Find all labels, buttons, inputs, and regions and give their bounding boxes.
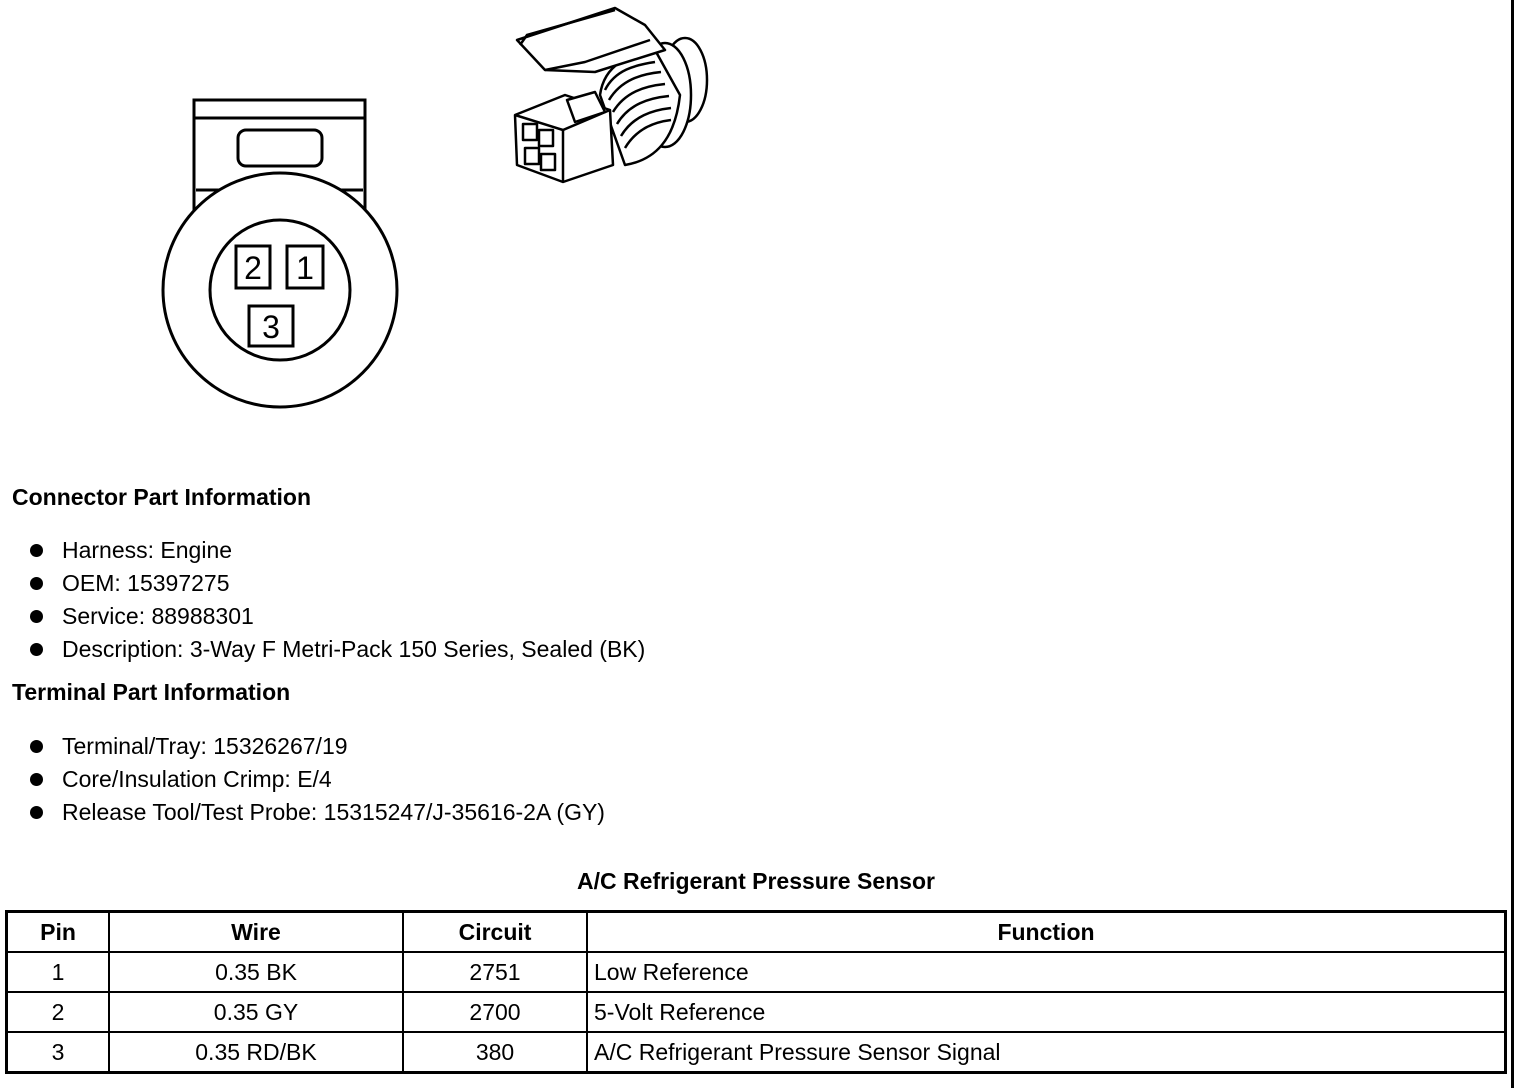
list-item: Core/Insulation Crimp: E/4: [30, 763, 605, 796]
column-header-pin: Pin: [7, 912, 110, 953]
function-cell: A/C Refrigerant Pressure Sensor Signal: [587, 1032, 1506, 1073]
connector-face-diagram: [150, 90, 410, 420]
connector-part-info-heading: Connector Part Information: [12, 484, 312, 510]
pin-cell: 1: [7, 952, 110, 992]
function-cell: Low Reference: [587, 952, 1506, 992]
pinout-table-title: A/C Refrigerant Pressure Sensor: [577, 868, 935, 894]
pinout-table: [5, 910, 1507, 1074]
bullet-icon: [30, 806, 43, 819]
table-row: [7, 992, 1506, 1032]
table-row: [7, 1032, 1506, 1073]
bullet-icon: [30, 643, 43, 656]
column-header-function: Function: [587, 912, 1506, 953]
pin-label-2: 2: [244, 250, 262, 286]
wire-cell: 0.35 GY: [109, 992, 403, 1032]
table-row: [7, 952, 1506, 992]
table-header-row: [7, 912, 1506, 953]
pin-label-1: 1: [296, 250, 314, 286]
list-item: Description: 3-Way F Metri-Pack 150 Series, Sealed (BK): [30, 633, 645, 666]
pin-label-3: 3: [262, 309, 280, 345]
list-item: OEM: 15397275: [30, 567, 645, 600]
bullet-icon: [30, 544, 43, 557]
bullet-icon: [30, 773, 43, 786]
function-cell: 5-Volt Reference: [587, 992, 1506, 1032]
circuit-cell: 2751: [403, 952, 587, 992]
column-header-wire: Wire: [109, 912, 403, 953]
list-item: Release Tool/Test Probe: 15315247/J-35616-2A (GY): [30, 796, 605, 829]
column-header-circuit: Circuit: [403, 912, 587, 953]
list-item: Service: 88988301: [30, 600, 645, 633]
wire-cell: 0.35 RD/BK: [109, 1032, 403, 1073]
pin-cell: 2: [7, 992, 110, 1032]
bullet-icon: [30, 740, 43, 753]
list-item: Terminal/Tray: 15326267/19: [30, 730, 605, 763]
circuit-cell: 2700: [403, 992, 587, 1032]
page-border-line: [1511, 0, 1514, 1088]
pin-cell: 3: [7, 1032, 110, 1073]
terminal-part-info-heading: Terminal Part Information: [12, 679, 291, 705]
connector-isometric-diagram: [505, 0, 720, 190]
bullet-icon: [30, 610, 43, 623]
circuit-cell: 380: [403, 1032, 587, 1073]
connector-part-info-list: [30, 534, 645, 666]
list-item: Harness: Engine: [30, 534, 645, 567]
wire-cell: 0.35 BK: [109, 952, 403, 992]
bullet-icon: [30, 577, 43, 590]
terminal-part-info-list: [30, 730, 605, 829]
